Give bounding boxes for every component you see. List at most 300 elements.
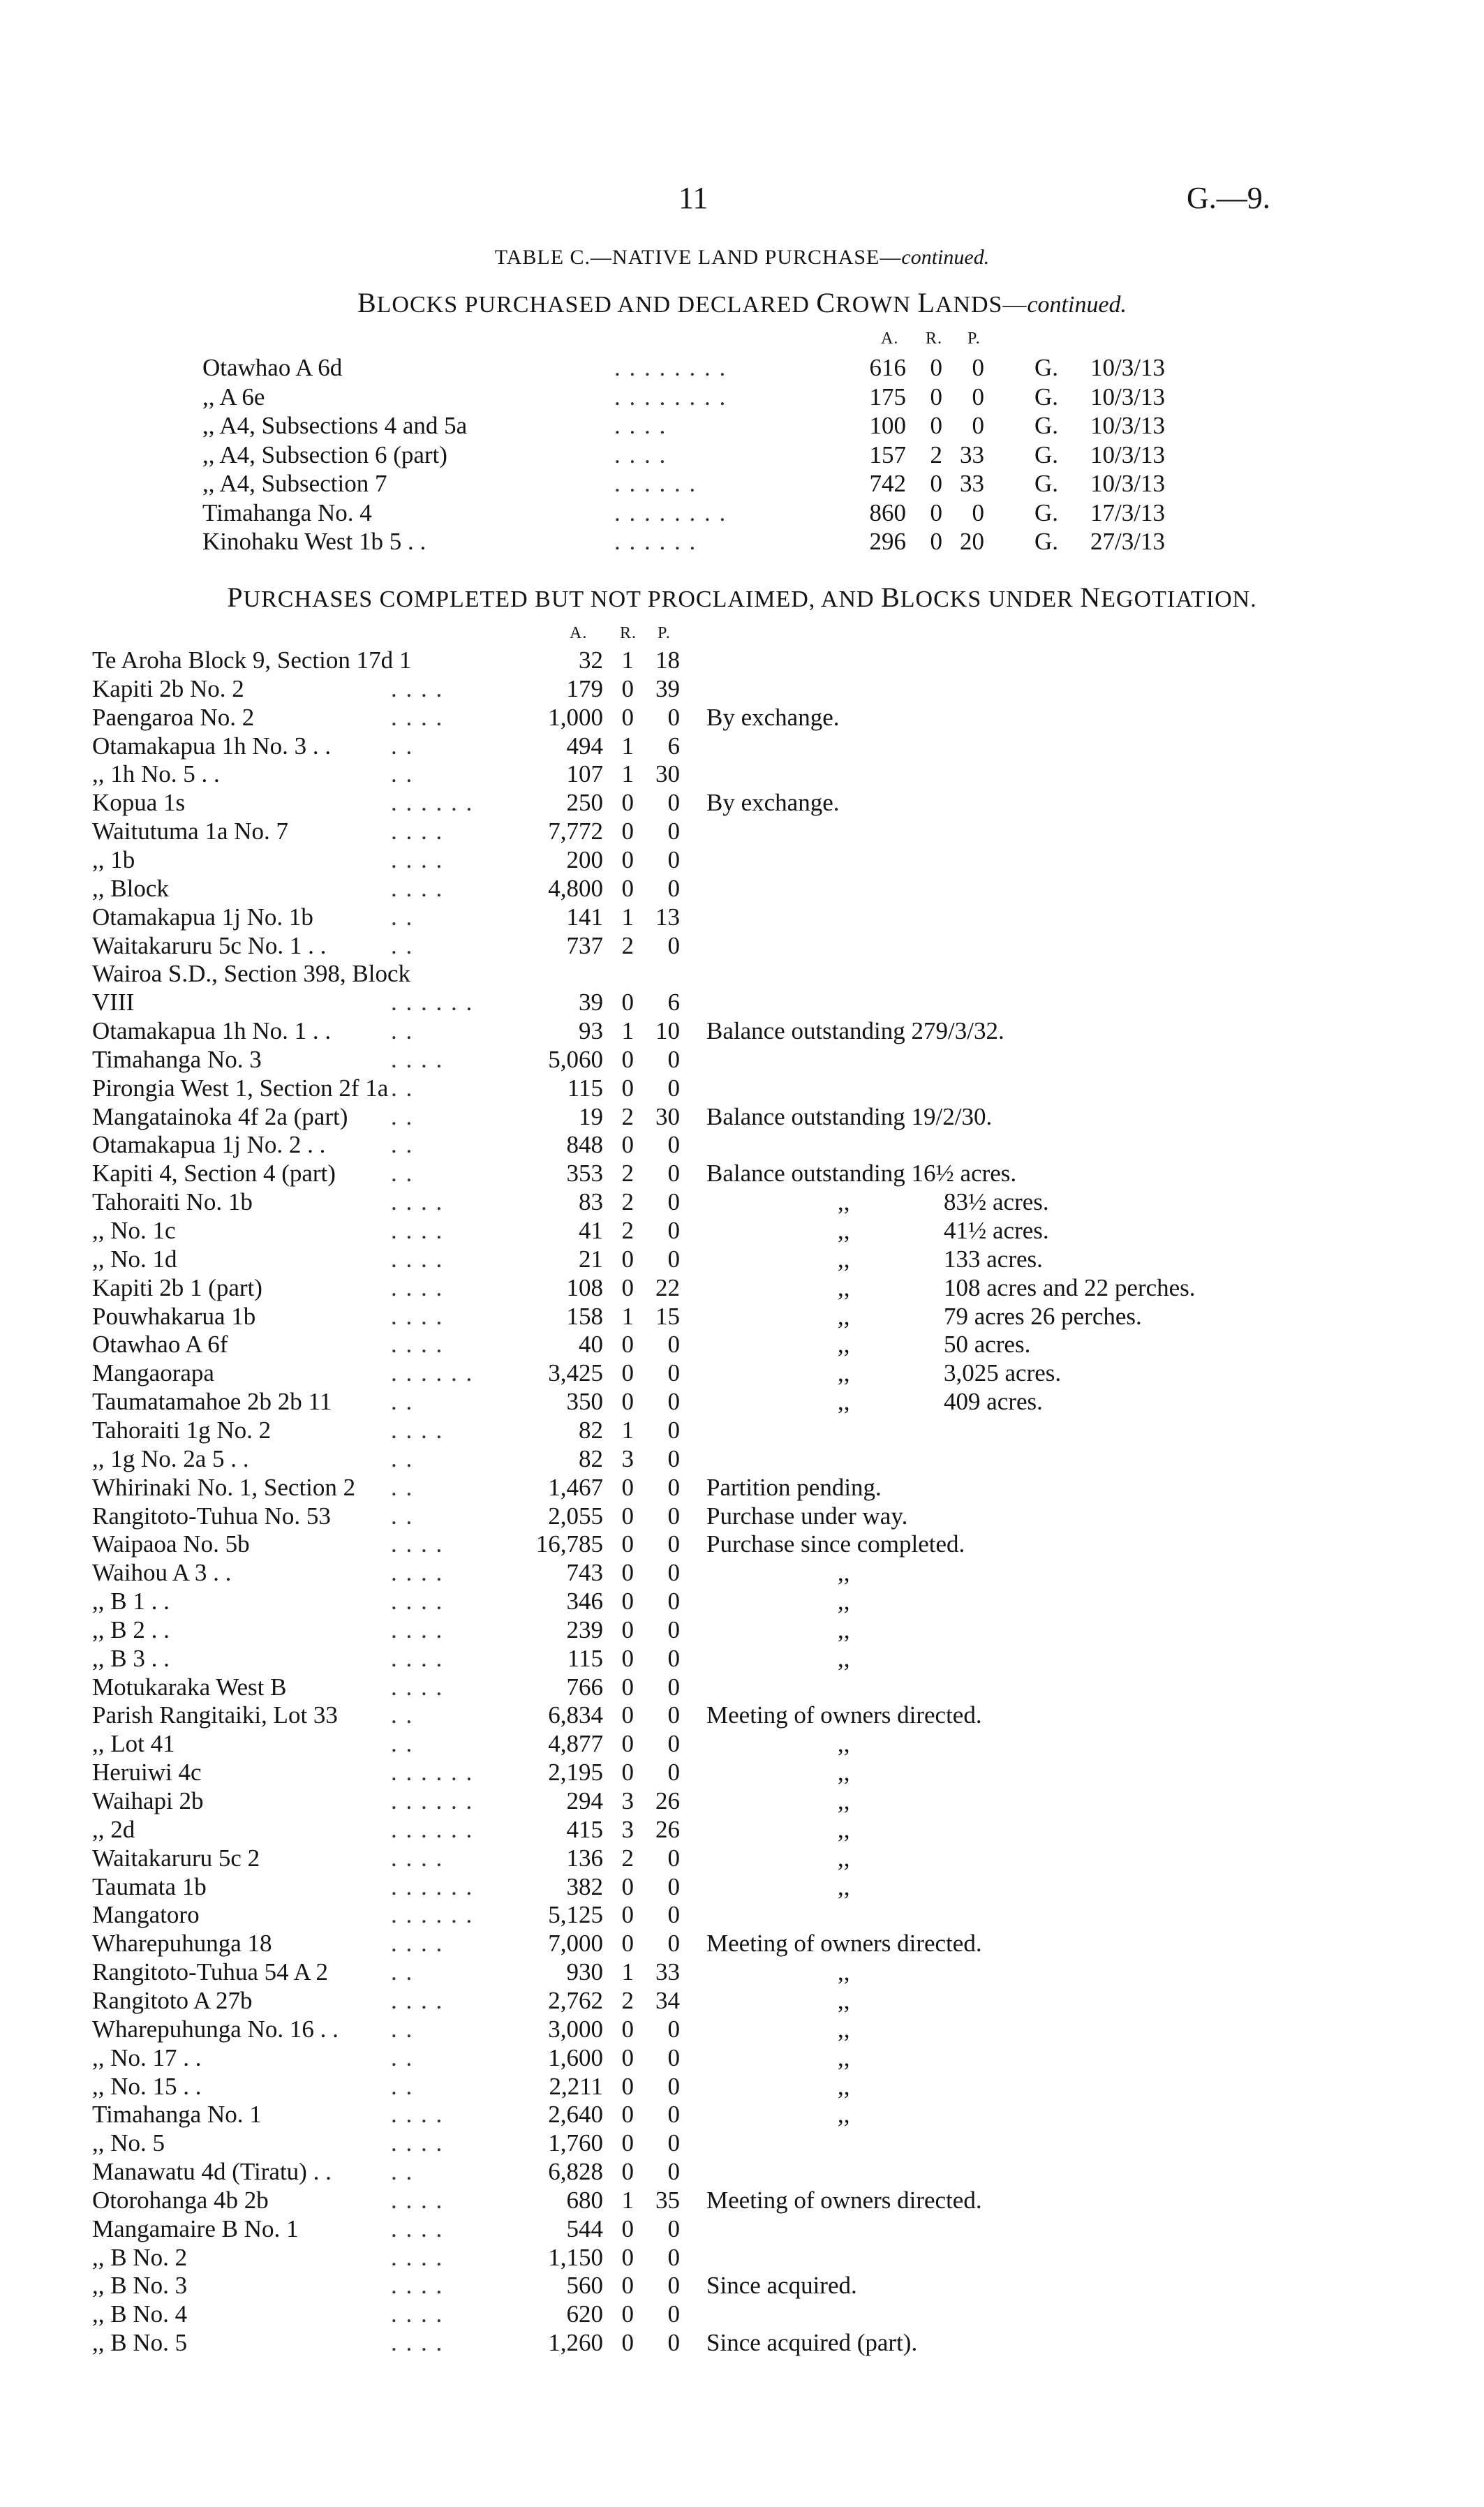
section1-heading-cap2: C xyxy=(816,287,836,318)
leader-dots: . . . . xyxy=(391,2243,444,2271)
block-name: Kopua 1s xyxy=(92,789,186,817)
area-acres: 7,772 xyxy=(548,818,603,845)
gazette-date: 10/3/13 xyxy=(1090,470,1165,497)
leader-dots: . . . . xyxy=(391,1530,444,1558)
section1-heading xyxy=(0,286,1484,319)
area-roods: 0 xyxy=(621,2243,634,2271)
section1-heading-cap3: L xyxy=(917,287,935,318)
area-roods: 0 xyxy=(621,845,634,873)
area-roods: 0 xyxy=(621,1245,634,1273)
block-name: Waitutuma 1a No. 7 xyxy=(92,818,289,845)
area-acres: 1,150 xyxy=(548,2243,603,2271)
area-perches: 0 xyxy=(667,1901,680,1929)
ditto-mark: ,, xyxy=(838,1331,850,1359)
section2-row xyxy=(0,2157,1484,2186)
area-roods: 0 xyxy=(621,2214,634,2242)
leader-dots: . . xyxy=(391,1502,414,1530)
ditto-mark: ,, xyxy=(838,1302,850,1330)
leader-dots: . . . . . . . . xyxy=(614,383,727,411)
area-roods: 0 xyxy=(621,2300,634,2328)
area-perches: 0 xyxy=(667,2129,680,2157)
area-acres: 350 xyxy=(566,1388,603,1416)
remarks: Partition pending. xyxy=(706,1473,882,1501)
block-name: Te Aroha Block 9, Section 17d 1 xyxy=(92,646,412,674)
gazette-mark: G. xyxy=(1034,354,1059,381)
area-roods: 0 xyxy=(621,2072,634,2100)
block-name: Waipaoa No. 5b xyxy=(92,1530,250,1558)
remarks: Balance outstanding 279/3/32. xyxy=(706,1017,1004,1045)
section1-row xyxy=(0,441,1484,469)
block-name: Kinohaku West 1b 5 . . xyxy=(202,528,426,555)
leader-dots: . . . . xyxy=(391,1245,444,1273)
section1-heading-suffix: continued. xyxy=(1027,292,1127,318)
area-perches: 26 xyxy=(655,1787,680,1814)
area-acres: 5,125 xyxy=(548,1901,603,1929)
area-perches: 0 xyxy=(667,2015,680,2043)
area-roods: 1 xyxy=(621,1416,634,1444)
block-name: Pouwhakarua 1b xyxy=(92,1302,256,1330)
leader-dots: . . xyxy=(391,1444,414,1472)
leader-dots: . . . . . . xyxy=(391,1901,474,1929)
area-acres: 158 xyxy=(566,1302,603,1330)
block-name: Waihou A 3 . . xyxy=(92,1559,232,1587)
area-perches: 13 xyxy=(655,903,680,931)
block-name: Otamakapua 1j No. 2 . . xyxy=(92,1131,326,1159)
area-roods: 1 xyxy=(621,1017,634,1045)
ditto-mark: ,, xyxy=(838,1273,850,1301)
area-roods: 0 xyxy=(930,412,942,439)
area-perches: 0 xyxy=(667,1359,680,1387)
ditto-mark: ,, xyxy=(838,1986,850,2014)
area-roods: 2 xyxy=(930,441,942,468)
area-perches: 0 xyxy=(972,383,984,411)
leader-dots: . . xyxy=(391,931,414,959)
area-perches: 0 xyxy=(667,2043,680,2071)
area-roods: 1 xyxy=(621,760,634,788)
section2-row xyxy=(0,2100,1484,2129)
area-acres: 107 xyxy=(566,760,603,788)
section2-row xyxy=(0,1473,1484,1502)
gazette-date: 10/3/13 xyxy=(1090,412,1165,439)
leader-dots: . . . . . . xyxy=(391,989,474,1016)
leader-dots: . . . . xyxy=(391,845,444,873)
block-name: ,, B 3 . . xyxy=(92,1644,170,1672)
block-name: ,, B 1 . . xyxy=(92,1588,170,1615)
ditto-mark: ,, xyxy=(838,1359,850,1387)
area-acres: 2,762 xyxy=(548,1986,603,2014)
leader-dots: . . . . xyxy=(391,2300,444,2328)
leader-dots: . . . . xyxy=(391,2129,444,2157)
area-perches: 33 xyxy=(960,441,984,468)
leader-dots: . . . . xyxy=(391,818,444,845)
block-name: ,, A 6e xyxy=(202,383,265,411)
area-roods: 0 xyxy=(621,674,634,702)
area-roods: 2 xyxy=(621,1986,634,2014)
area-acres: 2,640 xyxy=(548,2101,603,2129)
section2-row xyxy=(0,1673,1484,1701)
area-perches: 0 xyxy=(667,1673,680,1701)
area-perches: 0 xyxy=(667,1644,680,1672)
section2-row xyxy=(0,2243,1484,2272)
section2-row xyxy=(0,1872,1484,1901)
area-roods: 0 xyxy=(930,383,942,411)
section2-row xyxy=(0,817,1484,845)
leader-dots: . . . . xyxy=(391,1559,444,1587)
gazette-date: 27/3/13 xyxy=(1090,528,1165,555)
block-name: Otamakapua 1j No. 1b xyxy=(92,903,313,931)
section1-row xyxy=(0,383,1484,411)
area-acres: 21 xyxy=(579,1245,603,1273)
remarks-detail: 83½ acres. xyxy=(944,1188,1049,1216)
area-acres: 415 xyxy=(566,1815,603,1843)
block-name: Tahoraiti No. 1b xyxy=(92,1188,253,1216)
area-acres: 1,467 xyxy=(548,1473,603,1501)
section2-row xyxy=(0,1958,1484,1986)
section2-row xyxy=(0,1986,1484,2015)
section2-row xyxy=(0,1929,1484,1958)
area-acres: 5,060 xyxy=(548,1045,603,1073)
leader-dots: . . xyxy=(391,1730,414,1758)
leader-dots: . . . . xyxy=(391,1273,444,1301)
area-acres: 157 xyxy=(869,441,906,468)
area-perches: 0 xyxy=(667,1844,680,1872)
area-perches: 18 xyxy=(655,646,680,674)
remarks: Since acquired (part). xyxy=(706,2329,918,2357)
remarks: Balance outstanding 16½ acres. xyxy=(706,1160,1017,1188)
area-acres: 2,055 xyxy=(548,1502,603,1530)
ditto-mark: ,, xyxy=(838,1388,850,1416)
area-roods: 1 xyxy=(621,646,634,674)
section1-col-p: P. xyxy=(967,330,981,348)
area-perches: 10 xyxy=(655,1017,680,1045)
area-roods: 0 xyxy=(621,1131,634,1159)
area-acres: 294 xyxy=(566,1787,603,1814)
ditto-mark: ,, xyxy=(838,2072,850,2100)
area-perches: 6 xyxy=(667,989,680,1016)
area-acres: 7,000 xyxy=(548,1930,603,1958)
section2-heading-part3: EGOTIATION. xyxy=(1101,586,1257,612)
area-perches: 0 xyxy=(667,703,680,731)
section2-col-r: R. xyxy=(620,624,637,642)
section2-row xyxy=(0,1416,1484,1444)
section2-row xyxy=(0,1587,1484,1615)
section2-row xyxy=(0,2072,1484,2101)
area-roods: 0 xyxy=(930,498,942,526)
area-perches: 0 xyxy=(667,2243,680,2271)
area-roods: 1 xyxy=(621,732,634,760)
area-perches: 0 xyxy=(667,1160,680,1188)
block-name: Waihapi 2b xyxy=(92,1787,204,1814)
block-name: Kapiti 2b No. 2 xyxy=(92,674,244,702)
section2-row xyxy=(0,1644,1484,1673)
area-roods: 0 xyxy=(930,528,942,555)
area-roods: 3 xyxy=(621,1815,634,1843)
area-perches: 0 xyxy=(667,2214,680,2242)
area-roods: 0 xyxy=(930,470,942,497)
area-acres: 860 xyxy=(869,498,906,526)
table-title-suffix: continued. xyxy=(901,246,990,269)
section2-row xyxy=(0,1530,1484,1558)
area-perches: 35 xyxy=(655,2186,680,2214)
block-name: ,, Lot 41 xyxy=(92,1730,175,1758)
area-acres: 100 xyxy=(869,412,906,439)
section1-heading-part2: ROWN xyxy=(836,292,918,318)
leader-dots: . . . . . . xyxy=(391,1815,474,1843)
area-roods: 1 xyxy=(621,2186,634,2214)
area-roods: 0 xyxy=(621,2129,634,2157)
area-acres: 4,800 xyxy=(548,874,603,902)
leader-dots: . . xyxy=(391,732,414,760)
section2-row xyxy=(0,674,1484,703)
remarks: Since acquired. xyxy=(706,2272,857,2300)
area-acres: 353 xyxy=(566,1160,603,1188)
area-roods: 0 xyxy=(621,1502,634,1530)
area-acres: 6,828 xyxy=(548,2158,603,2186)
ditto-mark: ,, xyxy=(838,2015,850,2043)
area-perches: 6 xyxy=(667,732,680,760)
area-perches: 0 xyxy=(667,1615,680,1643)
area-perches: 33 xyxy=(960,470,984,497)
remarks: Meeting of owners directed. xyxy=(706,1701,982,1729)
remarks: Purchase since completed. xyxy=(706,1530,965,1558)
area-perches: 0 xyxy=(667,1588,680,1615)
area-acres: 494 xyxy=(566,732,603,760)
ditto-mark: ,, xyxy=(838,2101,850,2129)
section1-row xyxy=(0,469,1484,498)
area-acres: 620 xyxy=(566,2300,603,2328)
ditto-mark: ,, xyxy=(838,1759,850,1787)
leader-dots: . . . . xyxy=(391,1615,444,1643)
section2-heading-part1: URCHASES COMPLETED BUT NOT PROCLAIMED, AND xyxy=(243,586,882,612)
block-name: Otamakapua 1h No. 3 . . xyxy=(92,732,332,760)
area-perches: 0 xyxy=(667,1217,680,1244)
area-roods: 0 xyxy=(621,1273,634,1301)
remarks: Meeting of owners directed. xyxy=(706,1930,982,1958)
area-acres: 742 xyxy=(869,470,906,497)
section2-row xyxy=(0,1787,1484,1815)
area-perches: 0 xyxy=(667,1131,680,1159)
area-perches: 22 xyxy=(655,1273,680,1301)
section1-col-r: R. xyxy=(926,330,943,348)
leader-dots: . . xyxy=(391,1958,414,1986)
area-perches: 0 xyxy=(667,1930,680,1958)
table-title-main: TABLE C.—NATIVE LAND PURCHASE— xyxy=(494,246,902,269)
area-acres: 544 xyxy=(566,2214,603,2242)
block-name: Tahoraiti 1g No. 2 xyxy=(92,1416,272,1444)
remarks: Purchase under way. xyxy=(706,1502,908,1530)
section2-row xyxy=(0,703,1484,732)
block-name: Taumatamahoe 2b 2b 11 xyxy=(92,1388,332,1416)
area-perches: 0 xyxy=(972,354,984,381)
block-name: ,, 1b xyxy=(92,845,135,873)
section2-row xyxy=(0,988,1484,1016)
area-acres: 2,195 xyxy=(548,1759,603,1787)
area-perches: 0 xyxy=(667,1502,680,1530)
leader-dots: . . . . . . xyxy=(391,1759,474,1787)
block-name: ,, No. 17 . . xyxy=(92,2043,202,2071)
area-roods: 0 xyxy=(621,989,634,1016)
area-perches: 33 xyxy=(655,1958,680,1986)
section2-row xyxy=(0,2214,1484,2243)
leader-dots: . . . . xyxy=(391,703,444,731)
section2-row xyxy=(0,959,1484,988)
leader-dots: . . . . . . xyxy=(614,528,697,555)
area-roods: 0 xyxy=(621,1901,634,1929)
section2-row xyxy=(0,1359,1484,1387)
area-roods: 0 xyxy=(621,1530,634,1558)
area-acres: 560 xyxy=(566,2272,603,2300)
remarks: Meeting of owners directed. xyxy=(706,2186,982,2214)
section2-row xyxy=(0,1016,1484,1045)
area-roods: 1 xyxy=(621,1302,634,1330)
area-acres: 115 xyxy=(567,1074,603,1102)
leader-dots: . . . . xyxy=(391,1302,444,1330)
area-perches: 0 xyxy=(667,931,680,959)
remarks-detail: 133 acres. xyxy=(944,1245,1043,1273)
leader-dots: . . xyxy=(391,1017,414,1045)
block-name: Kapiti 2b 1 (part) xyxy=(92,1273,262,1301)
section2-col-p: P. xyxy=(658,624,671,642)
area-perches: 0 xyxy=(667,1245,680,1273)
area-perches: 0 xyxy=(667,1559,680,1587)
gazette-mark: G. xyxy=(1034,470,1059,497)
block-name: Otawhao A 6d xyxy=(202,354,343,381)
area-acres: 1,260 xyxy=(548,2329,603,2357)
area-roods: 1 xyxy=(621,1958,634,1986)
block-name: ,, No. 1c xyxy=(92,1217,176,1244)
section2-row xyxy=(0,845,1484,874)
section2-row xyxy=(0,760,1484,788)
section2-row xyxy=(0,1815,1484,1844)
area-acres: 930 xyxy=(566,1958,603,1986)
leader-dots: . . xyxy=(391,2015,414,2043)
block-name: ,, 1h No. 5 . . xyxy=(92,760,220,788)
gazette-mark: G. xyxy=(1034,498,1059,526)
section2-row xyxy=(0,1558,1484,1587)
area-roods: 0 xyxy=(621,1930,634,1958)
gazette-mark: G. xyxy=(1034,412,1059,439)
area-perches: 0 xyxy=(667,2272,680,2300)
area-roods: 2 xyxy=(621,1188,634,1216)
area-acres: 4,877 xyxy=(548,1730,603,1758)
page-reference: G.—9. xyxy=(1187,181,1270,215)
block-name: Rangitoto-Tuhua No. 53 xyxy=(92,1502,331,1530)
section1-heading-part1: LOCKS PURCHASED AND DECLARED xyxy=(376,292,817,318)
section2-row xyxy=(0,1701,1484,1729)
block-name: ,, A4, Subsection 6 (part) xyxy=(202,441,447,468)
area-acres: 19 xyxy=(579,1102,603,1130)
gazette-date: 10/3/13 xyxy=(1090,441,1165,468)
leader-dots: . . . . xyxy=(614,412,667,439)
area-acres: 6,834 xyxy=(548,1701,603,1729)
section2-row xyxy=(0,2186,1484,2214)
section1-row xyxy=(0,411,1484,440)
section2-row xyxy=(0,1330,1484,1359)
block-name: ,, B No. 5 xyxy=(92,2329,188,2357)
block-name: Timahanga No. 4 xyxy=(202,498,372,526)
area-acres: 250 xyxy=(566,789,603,817)
block-name: Paengaroa No. 2 xyxy=(92,703,255,731)
area-acres: 82 xyxy=(579,1416,603,1444)
area-acres: 3,000 xyxy=(548,2015,603,2043)
block-name: Otawhao A 6f xyxy=(92,1331,228,1359)
block-name: Heruiwi 4c xyxy=(92,1759,202,1787)
area-acres: 737 xyxy=(566,931,603,959)
area-roods: 2 xyxy=(621,931,634,959)
area-roods: 2 xyxy=(621,1844,634,1872)
remarks: By exchange. xyxy=(706,703,840,731)
area-acres: 108 xyxy=(566,1273,603,1301)
block-name: Mangaorapa xyxy=(92,1359,214,1387)
section2-row xyxy=(0,1245,1484,1273)
area-roods: 0 xyxy=(621,1701,634,1729)
area-perches: 15 xyxy=(655,1302,680,1330)
ditto-mark: ,, xyxy=(838,1815,850,1843)
area-perches: 0 xyxy=(667,2329,680,2357)
table-title xyxy=(0,246,1484,269)
area-acres: 296 xyxy=(869,528,906,555)
leader-dots: . . . . . . . . xyxy=(614,354,727,381)
area-perches: 0 xyxy=(667,2158,680,2186)
area-roods: 0 xyxy=(621,1388,634,1416)
block-name: Wharepuhunga No. 16 . . xyxy=(92,2015,339,2043)
section2-row xyxy=(0,931,1484,960)
area-acres: 93 xyxy=(579,1017,603,1045)
area-roods: 3 xyxy=(621,1444,634,1472)
leader-dots: . . . . xyxy=(391,1416,444,1444)
section2-row xyxy=(0,1273,1484,1302)
area-perches: 0 xyxy=(667,1701,680,1729)
area-perches: 0 xyxy=(667,1074,680,1102)
area-perches: 0 xyxy=(667,1188,680,1216)
area-acres: 141 xyxy=(566,903,603,931)
area-perches: 0 xyxy=(667,845,680,873)
area-acres: 136 xyxy=(566,1844,603,1872)
section1-heading-cap1: B xyxy=(357,287,377,318)
section1-row xyxy=(0,527,1484,556)
remarks-detail: 79 acres 26 perches. xyxy=(944,1302,1142,1330)
area-roods: 0 xyxy=(621,1331,634,1359)
leader-dots: . . xyxy=(391,1388,414,1416)
block-name: ,, B No. 2 xyxy=(92,2243,188,2271)
area-perches: 26 xyxy=(655,1815,680,1843)
block-name: ,, A4, Subsections 4 and 5a xyxy=(202,412,468,439)
ditto-mark: ,, xyxy=(838,1615,850,1643)
remarks: By exchange. xyxy=(706,789,840,817)
block-name: Rangitoto-Tuhua 54 A 2 xyxy=(92,1958,329,1986)
section2-col-a: A. xyxy=(570,624,588,642)
block-name: Manawatu 4d (Tiratu) . . xyxy=(92,2158,332,2186)
area-roods: 0 xyxy=(621,1045,634,1073)
area-roods: 0 xyxy=(930,354,942,381)
area-perches: 0 xyxy=(667,1416,680,1444)
ditto-mark: ,, xyxy=(838,1872,850,1900)
ditto-mark: ,, xyxy=(838,1217,850,1244)
leader-dots: . . . . xyxy=(391,2329,444,2357)
leader-dots: . . xyxy=(391,1473,414,1501)
area-roods: 3 xyxy=(621,1787,634,1814)
area-roods: 1 xyxy=(621,903,634,931)
area-perches: 30 xyxy=(655,760,680,788)
leader-dots: . . xyxy=(391,1701,414,1729)
leader-dots: . . . . xyxy=(391,1930,444,1958)
area-acres: 346 xyxy=(566,1588,603,1615)
ditto-mark: ,, xyxy=(838,1730,850,1758)
area-perches: 0 xyxy=(972,412,984,439)
area-acres: 616 xyxy=(869,354,906,381)
block-name: Taumata 1b xyxy=(92,1872,207,1900)
area-roods: 0 xyxy=(621,1615,634,1643)
